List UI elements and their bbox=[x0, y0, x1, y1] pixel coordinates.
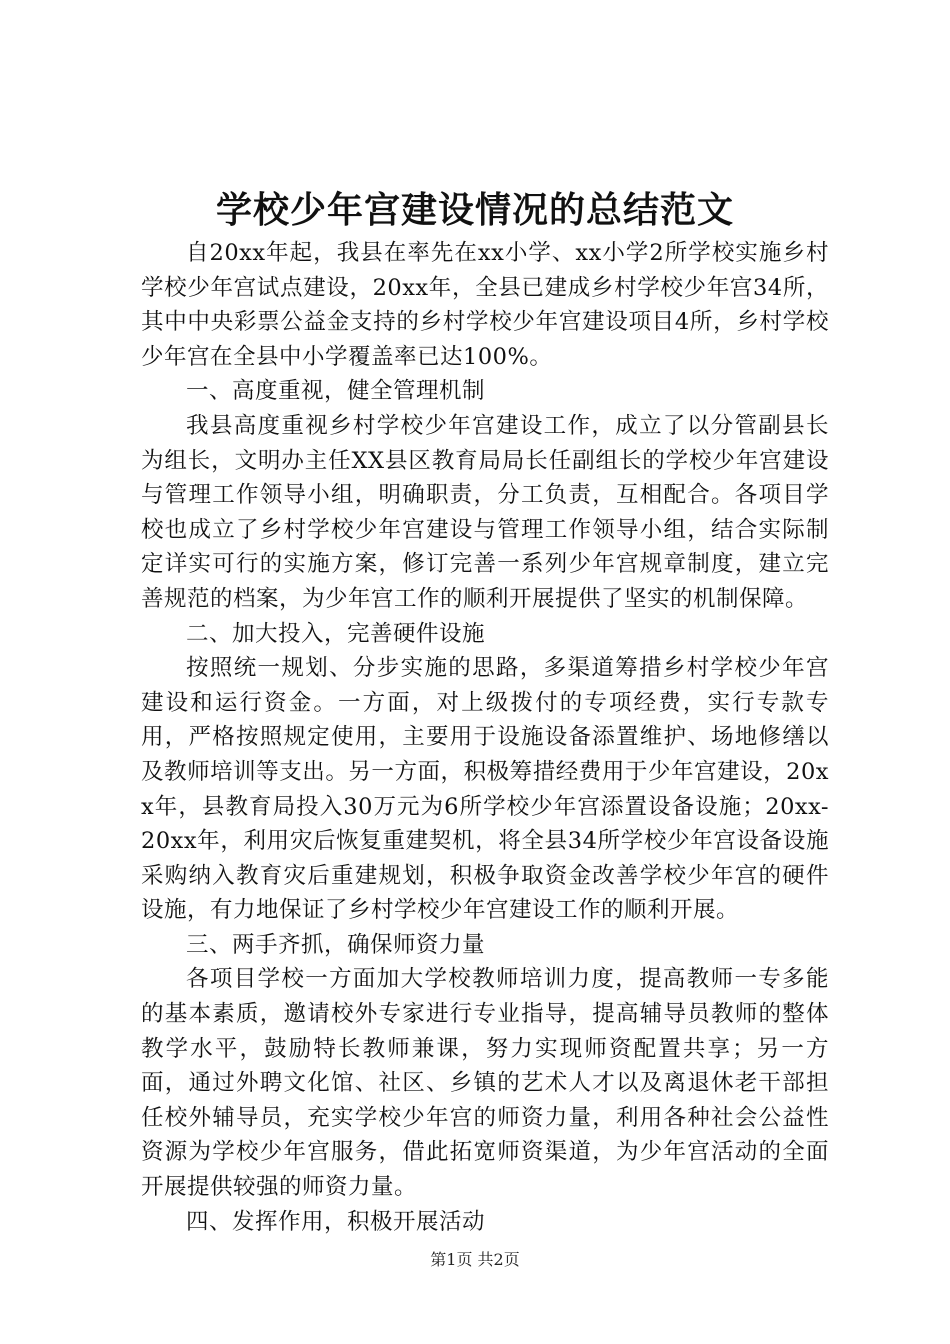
section-heading-3: 三、两手齐抓，确保师资力量 bbox=[186, 931, 486, 958]
document-title: 学校少年宫建设情况的总结范文 bbox=[215, 189, 734, 231]
paragraph-section-2: 按照统一规划、分步实施的思路，多渠道筹措乡村学校少年宫建设和运行资金。一方面，对上级拨付的专项经费，实行专款专用，严格按照规定使用，主要用于设施设备添置维护、场地修缮以及教师培训等支出。另一方面，积极筹措经费用于少年宫建设，20xx年，县教育局投入30万元为6所学校少年宫添置设备设施；20xx-20xx年，利用灾后恢复重建契机，将全县34所学校少年宫设备设施采购纳入教育灾后重建规划，积极争取资金改善学校少年宫的硬件设施，有力地保证了乡村学校少年宫建设工作的顺利开展。 bbox=[141, 655, 829, 924]
paragraph-section-1: 我县高度重视乡村学校少年宫建设工作，成立了以分管副县长为组长，文明办主任XX县区教育局局长任副组长的学校少年宫建设与管理工作领导小组，明确职责，分工负责，互相配合。各项目学校也成立了乡村学校少年宫建设与管理工作领导小组，结合实际制定详实可行的实施方案，修订完善一系列少年宫规章制度，建立完善规范的档案，为少年宫工作的顺利开展提供了坚实的机制保障。 bbox=[141, 412, 829, 612]
section-heading-2: 二、加大投入，完善硬件设施 bbox=[186, 620, 486, 647]
document-body bbox=[141, 236, 829, 1239]
paragraph-section-3: 各项目学校一方面加大学校教师培训力度，提高教师一专多能的基本素质，邀请校外专家进行专业指导，提高辅导员教师的整体教学水平，鼓励特长教师兼课，努力实现师资配置共享；另一方面，通过外聘文化馆、社区、乡镇的艺术人才以及离退休老干部担任校外辅导员，充实学校少年宫的师资力量，利用各种社会公益性资源为学校少年宫服务，借此拓宽师资渠道，为少年宫活动的全面开展提供较强的师资力量。 bbox=[141, 966, 829, 1201]
paragraph-intro: 自20xx年起，我县在率先在xx小学、xx小学2所学校实施乡村学校少年宫试点建设，20xx年，全县已建成乡村学校少年宫34所，其中中央彩票公益金支持的乡村学校少年宫建设项目4所，乡村学校少年宫在全县中小学覆盖率已达100%。 bbox=[141, 240, 829, 370]
section-heading-1: 一、高度重视，健全管理机制 bbox=[186, 378, 486, 405]
page-number-footer: 第1页 共2页 bbox=[430, 1250, 520, 1269]
section-heading-4: 四、发挥作用，积极开展活动 bbox=[186, 1208, 486, 1235]
